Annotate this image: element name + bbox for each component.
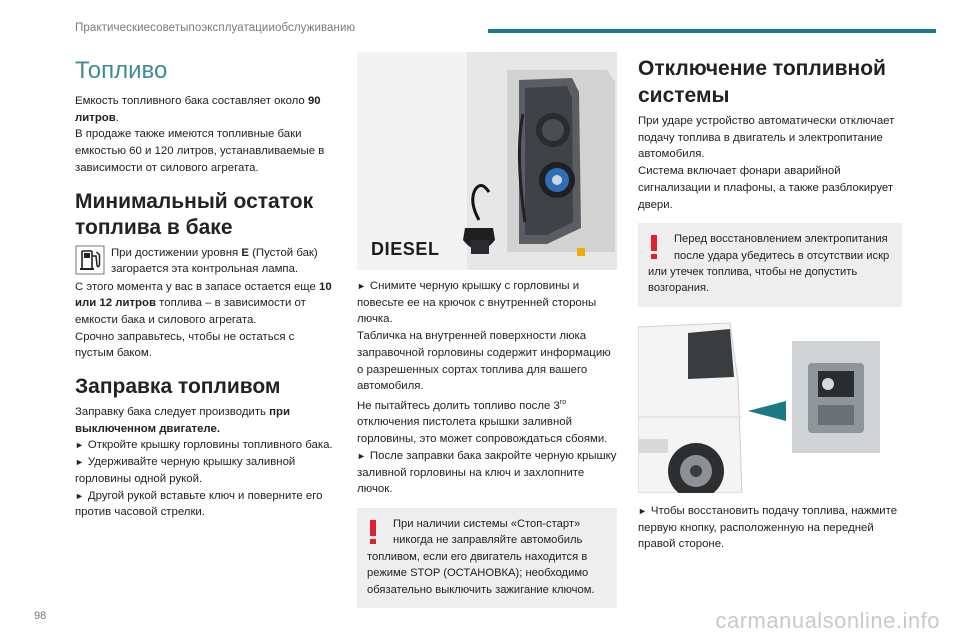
low-fuel-text: При достижении уровня E (Пустой бак) загорается эта контрольная лампа.	[111, 246, 318, 276]
bullet-arrow-icon: ►	[75, 440, 84, 451]
bullet-arrow-icon: ►	[75, 490, 84, 501]
bullet-arrow-icon: ►	[357, 450, 366, 461]
van-illustration	[638, 321, 902, 493]
fuel-filler-photo	[357, 52, 617, 270]
step-hold-cap: ► Удерживайте черную крышку заливной горловины одной рукой.	[75, 456, 296, 485]
page-number: 98	[34, 610, 47, 622]
watermark-text: carmanualsonline.info	[715, 608, 940, 633]
section-title-fuel-cutoff: Отключение топливной системы	[638, 57, 886, 107]
reserve-text: С этого момента у вас в запасе остается еще 10 или 12 литров топлива – в зависимости от емкости бака и силового агрегата.	[75, 280, 332, 326]
van-reset-button-photo	[638, 321, 902, 493]
fuel-pump-icon	[75, 245, 105, 275]
step-restore-fuel: ► Чтобы восстановить подачу топлива, нажмите первую кнопку, расположенную на передней правой стороне.	[638, 504, 898, 551]
warning-text: или утечек топлива, чтобы не допустить возгорания.	[648, 266, 858, 295]
warning-line-2: после удара убедитесь в отсутствии искр	[674, 249, 890, 262]
column-fuel-cutoff	[638, 55, 902, 553]
section-title-fuel: Топливо	[75, 57, 168, 84]
stop-start-warning	[357, 508, 617, 608]
fuel-filler-illustration	[357, 52, 617, 270]
diesel-label: DIESEL	[371, 239, 440, 259]
cutoff-lights-text: Система включает фонари аварийной сигнализации и плафоны, а также разблокирует двери.	[638, 165, 894, 211]
cutoff-description: При ударе устройство автоматически отключает подачу топлива в двигатель и электропитание автомобиля.	[638, 115, 895, 161]
step-insert-key: ► Другой рукой вставьте ключ и поверните его против часовой стрелки.	[75, 489, 323, 519]
warning-line-1: При наличии системы «Стоп-старт»	[393, 517, 581, 530]
bullet-arrow-icon: ►	[357, 281, 366, 291]
step-open-flap: ► Откройте крышку горловины топливного бака.	[75, 439, 333, 452]
section-title-low-fuel: Минимальный остаток топлива в баке	[75, 189, 314, 239]
bullet-arrow-icon: ►	[638, 505, 647, 516]
warning-line-1: Перед восстановлением электропитания	[674, 233, 888, 246]
step-close-cap: ► После заправки бака закройте черную крышку заливной горловины на ключ и захлопните лючок.	[357, 449, 617, 496]
tank-options-text: В продаже также имеются топливные баки емкостью 60 и 120 литров, устанавливаемые в зависимости от силового агрегата.	[75, 128, 325, 174]
column-refuelling	[357, 52, 617, 608]
warning-exclamation-icon	[369, 520, 377, 544]
refuelling-intro: Заправку бака следует производить при выключенном двигателе.	[75, 406, 290, 435]
bullet-arrow-icon: ►	[75, 457, 84, 468]
header-accent-bar	[488, 29, 936, 33]
section-title-refuelling: Заправка топливом	[75, 375, 281, 399]
warning-line-2: никогда не заправляйте автомобиль	[393, 534, 583, 547]
tank-capacity-text: Емкость топливного бака составляет около 90 литров.	[75, 95, 321, 124]
low-fuel-warning	[75, 245, 335, 279]
third-cutoff-text: Не пытайтесь долить топливо после $3^{го}$ отключения пистолета крышки заливной горловины, это может сопровождаться сбоями.	[357, 398, 608, 446]
refuel-urgent-text: Срочно заправьтесь, чтобы не остаться с пустым баком.	[75, 330, 295, 360]
warning-text: топливом, если его двигатель находится в режиме STOP (ОСТАНОВКА); необходимо обязательно выключить зажигание ключом.	[367, 550, 595, 596]
header-breadcrumb: Практическиесоветыпоэксплуатацииобслуживанию	[75, 22, 356, 34]
fuel-label-info: Табличка на внутренней поверхности люка заправочной горловины содержит информацию о разрешенных сортах топлива для вашего автомобиля.	[357, 330, 611, 393]
step-hang-cap: ► Снимите черную крышку с горловины и повесьте ее на крючок с внутренней стороны лючка.	[357, 280, 597, 326]
power-restore-warning	[638, 223, 902, 307]
column-fuel	[75, 55, 335, 521]
warning-exclamation-icon	[650, 235, 658, 259]
